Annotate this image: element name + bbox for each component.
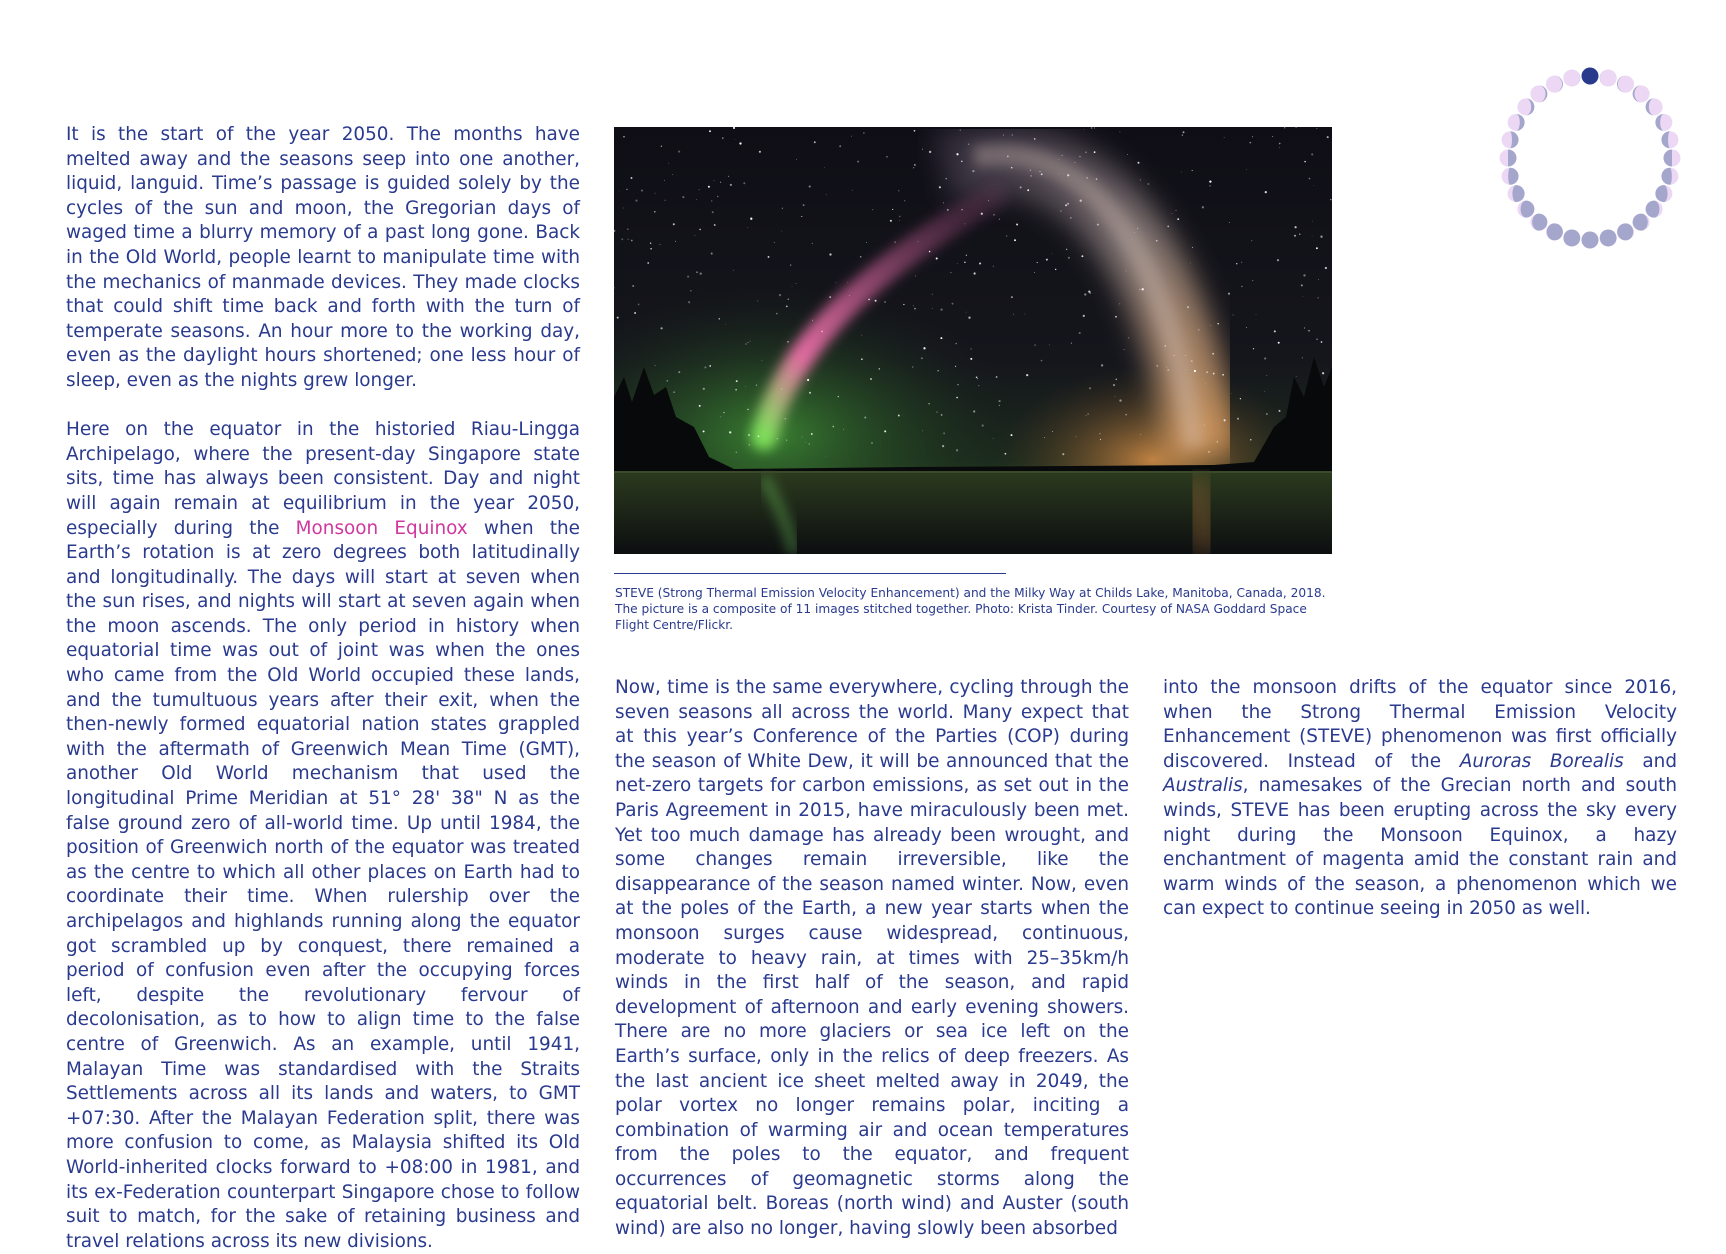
- article-column-right: [1163, 676, 1677, 922]
- moon-phase-icon: [1582, 68, 1599, 85]
- moon-phase-icon: [1502, 168, 1519, 185]
- moon-phase-icon: [1517, 201, 1534, 218]
- article-column-middle: [615, 676, 1129, 1242]
- moon-phase-icon: [1633, 85, 1650, 102]
- moon-phase-icon: [1646, 201, 1663, 218]
- moon-phase-icon: [1633, 214, 1650, 231]
- paragraph-equator-text-a: Here on the equator in the historied Riau-Lingga Archipelago, where the present-day Singapore state sits, time has always been consistent. Day and night will again remain at equilibrium in the year 2050, especially during the: [66, 419, 580, 539]
- moon-phase-icon: [1530, 85, 1547, 102]
- moon-phase-icon: [1546, 223, 1563, 240]
- paragraph-intro: It is the start of the year 2050. The months have melted away and the seasons seep into one another, liquid, languid. Time’s passage is guided solely by the cycles of the sun and moon, the Gregorian days of waged time a blurry memory of a past long gone. Back in the Old World, people learnt to manipulate time with the mechanics of manmade devices. They made clocks that could shift time back and forth with the turn of temperate seasons. An hour more to the working day, even as the daylight hours shortened; one less hour of sleep, even as the nights grew longer.: [66, 124, 580, 391]
- moon-phase-icon: [1582, 232, 1599, 249]
- article-column-left: [66, 123, 580, 1254]
- monsoon-equinox-link[interactable]: Monsoon Equinox: [295, 517, 468, 539]
- moon-phase-icon: [1508, 185, 1525, 202]
- moon-phase-icon: [1563, 70, 1580, 87]
- paragraph-now-time: Now, time is the same everywhere, cycling through the seven seasons all across the world. Many expect that at this year’s Conference of the Parties (COP) during the season of White Dew, it will be announced that the net-zero targets for carbon emissions, as set out in the Paris Agreement in 2015, have miraculously been met. Yet too much damage has already been wrought, and some changes remain irreversible, like the disappearance of the season named winter. Now, even at the poles of the Earth, a new year starts when the monsoon surges cause widespread, continuous, moderate to heavy rain, at times with 25–35km/h winds in the first half of the season, and rapid development of afternoon and early evening showers. There are no more glaciers or sea ice left on the Earth’s surface, only in the relics of deep freezers. As the last ancient ice sheet melted away in 2049, the polar vortex no longer remains polar, inciting a combination of warming air and ocean temperatures from the poles to the equator, and frequent occurrences of geomagnetic storms along the equatorial belt. Boreas (north wind) and Auster (south wind) are also no longer, having slowly been absorbed: [615, 677, 1129, 1240]
- moon-phase-icon: [1664, 150, 1681, 167]
- moon-phase-icon: [1502, 131, 1519, 148]
- moon-phase-icon: [1617, 223, 1634, 240]
- paragraph-steve-text-b: , namesakes of the Grecian north and south winds, STEVE has been erupting across the sky every night during the Monsoon Equinox, a hazy enchantment of magenta amid the constant rain and warm winds of the season, a phenomenon which we can expect to continue seeing in 2050 as well.: [1163, 775, 1677, 920]
- moon-phase-icon: [1500, 150, 1517, 167]
- paragraph-steve-text-a: into the monsoon drifts of the equator since 2016, when the Strong Thermal Emission Velocity Enhancement (STEVE) phenomenon was first officially discovered. Instead of the: [1163, 677, 1677, 772]
- moon-phase-icon: [1655, 185, 1672, 202]
- paragraph-steve: [1163, 676, 1677, 922]
- moon-phase-icon: [1646, 98, 1663, 115]
- moon-phase-icon: [1661, 168, 1678, 185]
- paragraph-equator-text-b: when the Earth’s rotation is at zero degrees both latitudinally and longitudinally. The days will start at seven when the sun rises, and nights will start at seven again when the moon ascends. The only period in history when equatorial time was out of joint was when the ones who came from the Old World occupied these lands, and the tumultuous years after their exit, when the then-newly formed equatorial nation states grappled with the aftermath of Greenwich Mean Time (GMT), another Old World mechanism that used the longitudinal Prime Meridian at 51° 28' 38" N as the false ground zero of all-world time. Up until 1984, the position of Greenwich north of the equator was treated as the centre to which all other places on Earth had to coordinate their time. When rulership over the archipelagos and highlands running along the equator got scrambled up by conquest, there remained a period of confusion even after the occupying forces left, despite the revolutionary fervour of decolonisation, as to how to align time to the false centre of Greenwich. As an example, until 1941, Malayan Time was standardised with the Straits Settlements across all its lands and waters, to GMT +07:30. After the Malayan Federation split, there was more confusion to come, as Malaysia shifted its Old World-inherited clocks forward to +08:00 in 1981, and its ex-Federation counterpart Singapore chose to follow suit to match, for the sake of retaining business and travel relations across its new divisions.: [66, 517, 580, 1252]
- moon-phase-icon: [1546, 76, 1563, 93]
- moon-phase-icon: [1563, 229, 1580, 246]
- caption-divider: [614, 573, 1006, 574]
- moon-phase-icon: [1508, 114, 1525, 131]
- australis-term: Australis: [1163, 775, 1243, 797]
- paragraph-steve-and: and: [1623, 750, 1677, 772]
- moon-phase-icon: [1661, 131, 1678, 148]
- paragraph-equator: [66, 418, 580, 1254]
- moon-phase-icon: [1530, 214, 1547, 231]
- moon-phase-icon: [1517, 98, 1534, 115]
- moon-phase-icon: [1600, 70, 1617, 87]
- figure-caption: STEVE (Strong Thermal Emission Velocity Enhancement) and the Milky Way at Childs Lake, Manitoba, Canada, 2018. The picture is a composite of 11 images stitched together. Photo: Krista Tinder. Courtesy of NASA Goddard Space Flight Centre/Flickr.: [615, 586, 1326, 633]
- steve-milky-way-photo: [614, 127, 1332, 554]
- moon-phase-icon: [1617, 76, 1634, 93]
- moon-phase-icon: [1600, 229, 1617, 246]
- moon-phase-icon: [1655, 114, 1672, 131]
- auroras-borealis-term: Auroras Borealis: [1459, 750, 1624, 772]
- moon-phase-ring-icon: [1490, 58, 1690, 258]
